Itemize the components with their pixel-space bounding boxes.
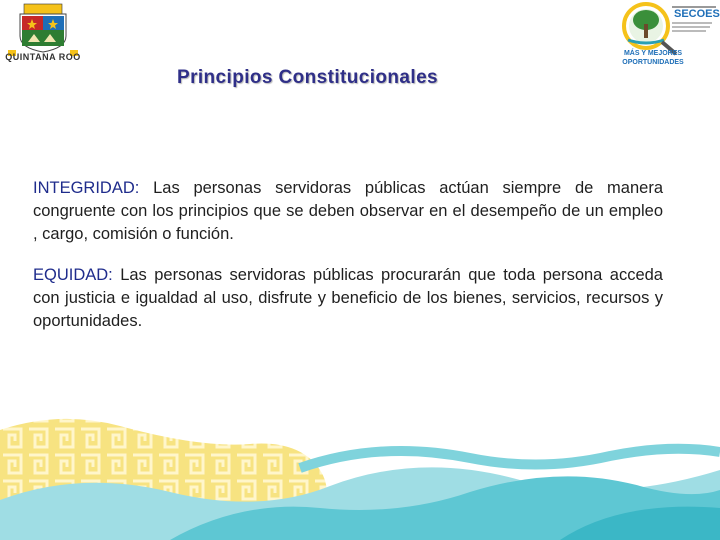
secoes-logo (606, 0, 720, 72)
quintana-roo-logo (4, 2, 82, 74)
secoes-brand: SECOES (674, 8, 720, 20)
page-title: Principios Constitucionales (177, 67, 439, 88)
quintana-roo-coat-of-arms-icon (4, 2, 82, 74)
secoes-tagline-2: OPORTUNIDADES (622, 59, 684, 66)
decorative-footer (0, 400, 720, 540)
principle-text: Las personas servidoras públicas procurarán que toda persona acceda con justicia e igualdad al uso, disfrute y beneficio de los bienes, servicios, recursos y oportunidades. (33, 266, 663, 330)
principle-term: EQUIDAD: (33, 266, 113, 284)
principle-term: INTEGRIDAD: (33, 179, 140, 197)
wave-stroke (300, 449, 720, 468)
principle-equidad (33, 264, 663, 333)
secoes-tagline-1: MÁS Y MEJORES (623, 50, 683, 57)
principle-integridad (33, 177, 663, 246)
principle-text: Las personas servidoras públicas actúan siempre de manera congruente con los principios que se deben observar en el desempeño de un empleo , cargo, comisión o función. (33, 179, 663, 243)
quintana-roo-caption: QUINTANA ROO (5, 52, 81, 62)
